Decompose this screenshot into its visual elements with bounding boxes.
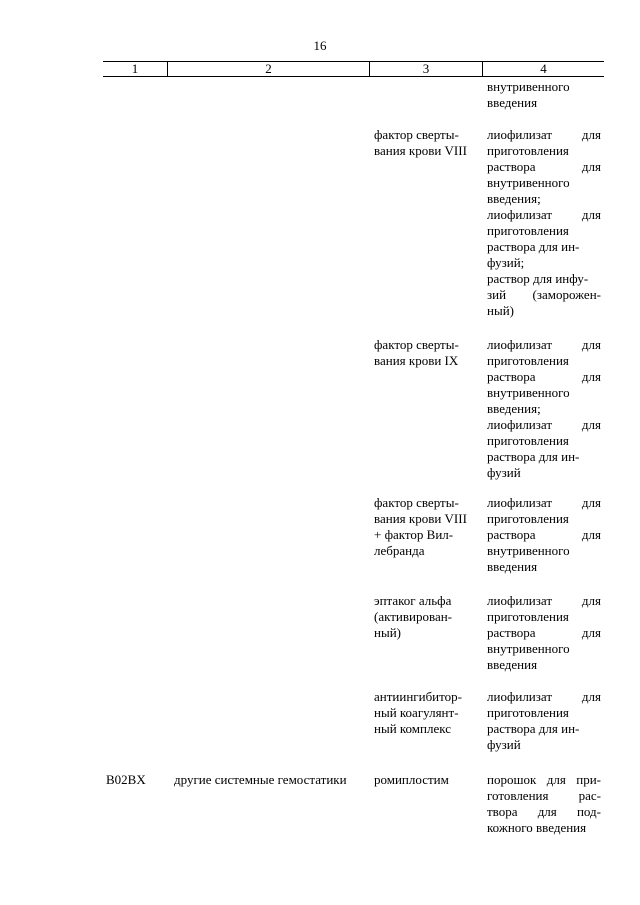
atc-code: B02BX xyxy=(106,772,146,787)
header-col-4: 4 xyxy=(482,61,604,77)
form-line: введения xyxy=(487,95,538,110)
page-number: 16 xyxy=(313,38,327,53)
drug-name-anti-inhibitor-complex: антиингибитор- ный коагулянт- ный комплекс xyxy=(374,689,462,736)
drug-name-factor-viii-willebrand: фактор сверты- вания крови VIII + фактор Вил- лебранда xyxy=(374,495,467,558)
dosage-forms-factor-ix: лиофилизат для приготовления раствора для внутривенного введения; лиофилизат для приготовления раствора для ин- фузий xyxy=(487,337,601,480)
atc-group-title: другие системные гемостатики xyxy=(174,772,347,787)
header-col-3: 3 xyxy=(369,61,482,77)
drug-name-factor-viii: фактор сверты- вания крови VIII xyxy=(374,127,467,158)
form-line: внутривенного xyxy=(487,79,570,94)
continued-forms xyxy=(487,79,601,111)
drug-name-eptacog-alfa: эптаког альфа (активирован- ный) xyxy=(374,593,452,640)
drug-name-romiplostim: ромиплостим xyxy=(374,772,449,787)
dosage-forms-anti-inhibitor-complex: лиофилизат для приготовления раствора для ин- фузий xyxy=(487,689,601,752)
header-col-2: 2 xyxy=(167,61,369,77)
dosage-forms-factor-viii: лиофилизат для приготовления раствора для внутривенного введения; лиофилизат для приготовления раствора для ин- фузий; раствор для инфу- зий (заморожен- ный) xyxy=(487,127,601,318)
drug-name-factor-ix: фактор сверты- вания крови IX xyxy=(374,337,459,368)
header-col-1: 1 xyxy=(103,61,167,77)
dosage-forms-romiplostim: порошок для при- готовления рас- твора для под- кожного введения xyxy=(487,772,601,835)
dosage-forms-factor-viii-willebrand: лиофилизат для приготовления раствора для внутривенного введения xyxy=(487,495,601,574)
dosage-forms-eptacog-alfa: лиофилизат для приготовления раствора для внутривенного введения xyxy=(487,593,601,672)
